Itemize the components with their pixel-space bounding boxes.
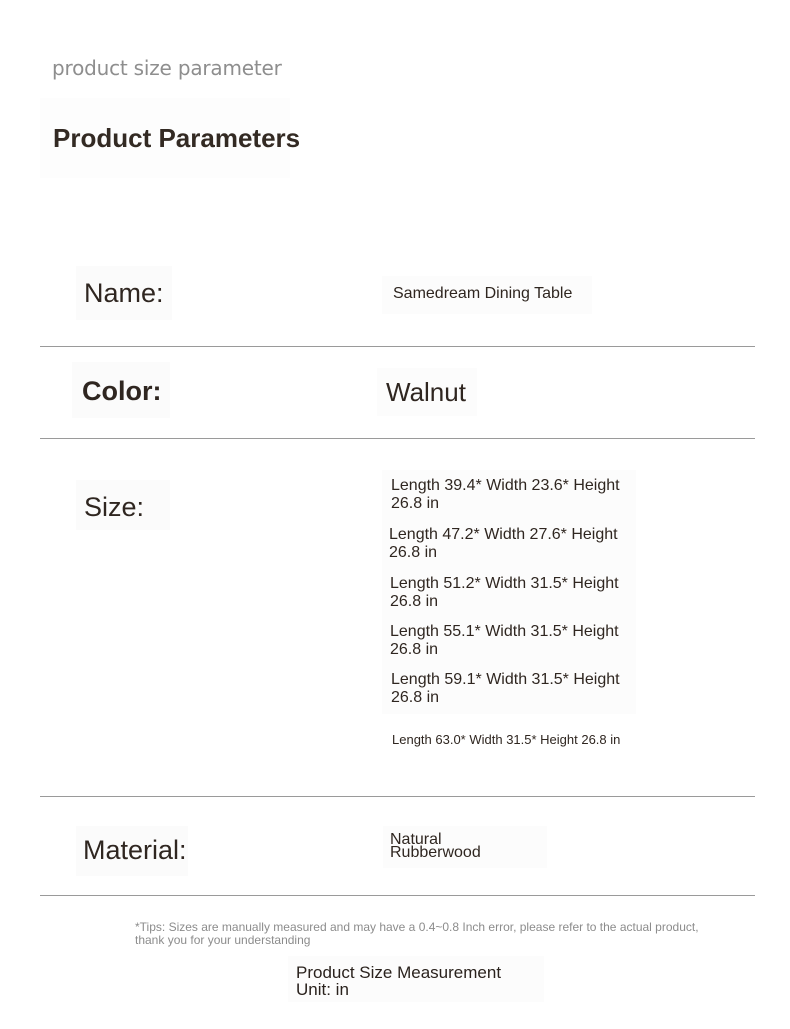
page-title: Product Parameters [53, 123, 301, 153]
divider-1 [40, 346, 755, 347]
size-option-4: Length 55.1* Width 31.5* Height 26.8 in [390, 623, 619, 658]
color-value: Walnut [386, 377, 466, 407]
size-option-6: Length 63.0* Width 31.5* Height 26.8 in [392, 732, 621, 747]
divider-3 [40, 796, 755, 797]
material-label: Material: [83, 835, 187, 865]
measurement-unit: Unit: in [296, 980, 349, 999]
size-option-3: Length 51.2* Width 31.5* Height 26.8 in [390, 575, 619, 610]
divider-2 [40, 438, 755, 439]
size-option-1: Length 39.4* Width 23.6* Height 26.8 in [391, 477, 620, 512]
name-value: Samedream Dining Table [393, 285, 573, 302]
size-label: Size: [84, 492, 145, 522]
color-label: Color: [82, 376, 162, 406]
name-label: Name: [84, 278, 164, 308]
measurement-title: Product Size Measurement [296, 963, 502, 982]
material-value-line-2: Rubberwood [390, 844, 481, 861]
page-label: product size parameter [52, 56, 282, 80]
size-option-5: Length 59.1* Width 31.5* Height 26.8 in [391, 671, 620, 706]
divider-4 [40, 895, 755, 896]
tips-note: *Tips: Sizes are manually measured and may have a 0.4~0.8 Inch error, please refer to the actual product, thank you for your understanding [135, 920, 699, 947]
material-value-line-1: Natural [390, 831, 442, 848]
size-option-2: Length 47.2* Width 27.6* Height 26.8 in [389, 526, 618, 561]
